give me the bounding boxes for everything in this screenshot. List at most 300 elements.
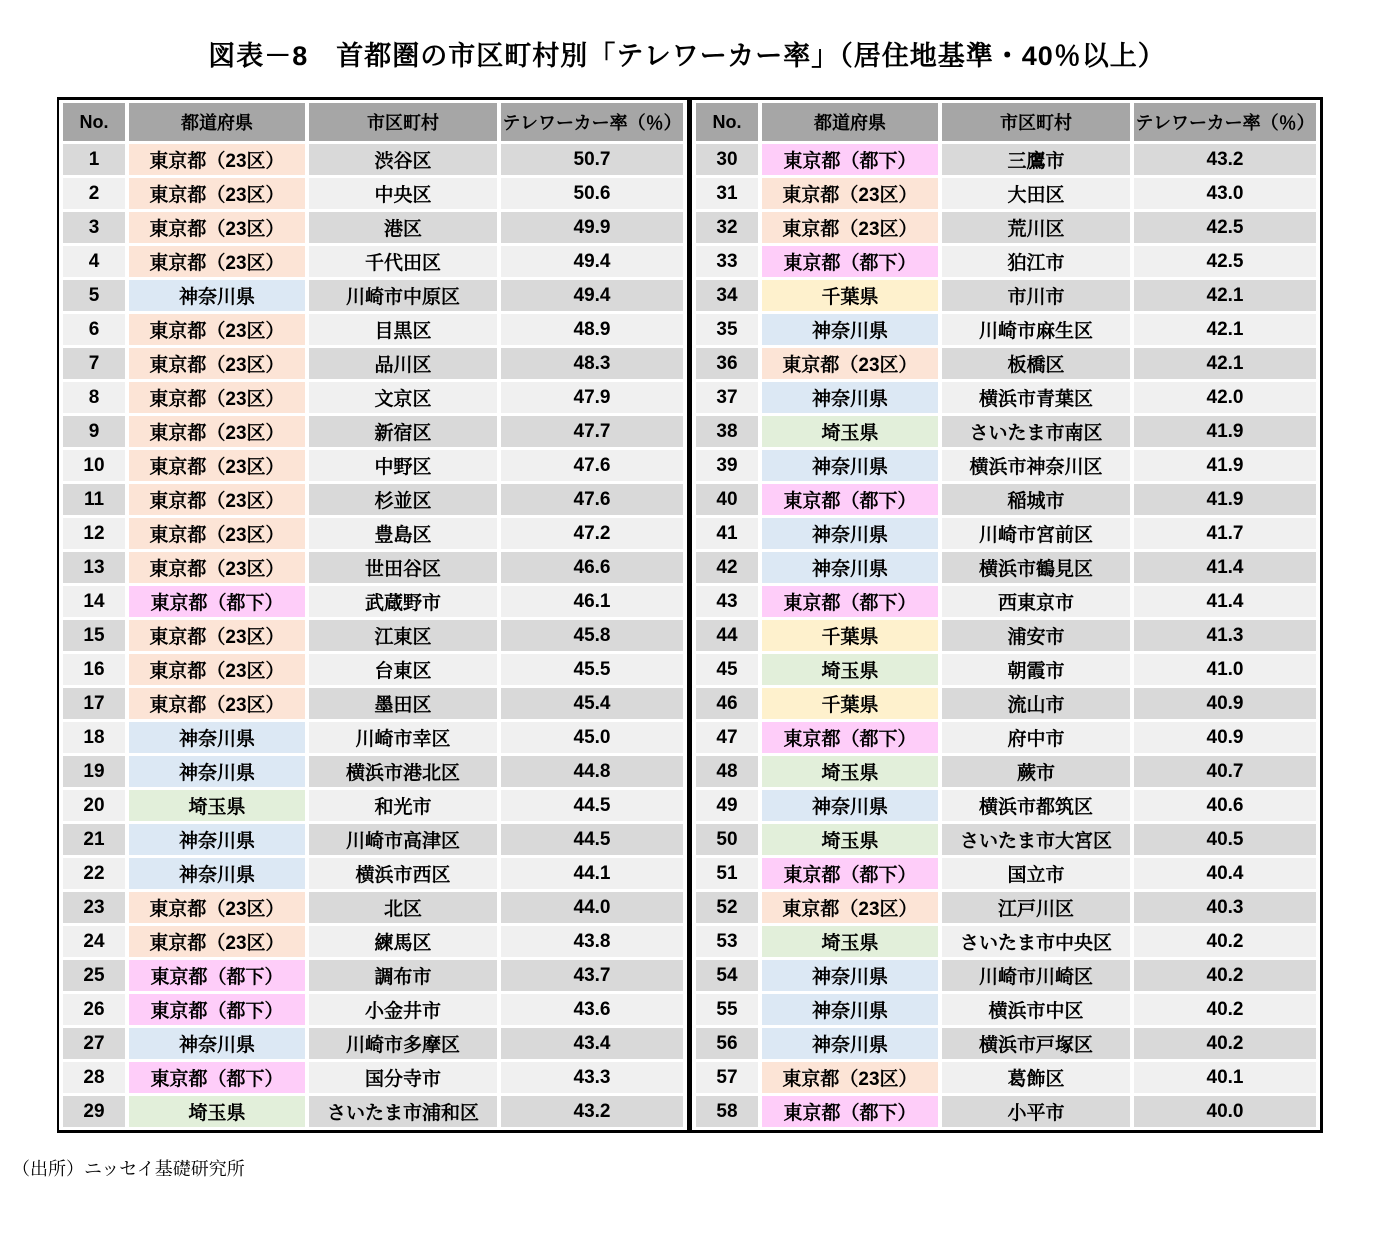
table-row	[63, 348, 683, 379]
rank-cell: 20	[63, 790, 125, 821]
table-row	[63, 756, 683, 787]
prefecture-cell: 埼玉県	[129, 1096, 305, 1127]
rank-cell: 16	[63, 654, 125, 685]
rank-cell: 23	[63, 892, 125, 923]
municipality-cell: 横浜市青葉区	[942, 382, 1130, 413]
table-row	[63, 280, 683, 311]
rank-cell: 6	[63, 314, 125, 345]
prefecture-cell: 東京都（都下）	[762, 246, 938, 277]
table-row	[63, 586, 683, 617]
rank-cell: 28	[63, 1062, 125, 1093]
rank-cell: 58	[696, 1096, 758, 1127]
rank-cell: 2	[63, 178, 125, 209]
rank-cell: 55	[696, 994, 758, 1025]
prefecture-cell: 東京都（都下）	[762, 484, 938, 515]
prefecture-cell: 神奈川県	[762, 1028, 938, 1059]
municipality-cell: 小平市	[942, 1096, 1130, 1127]
rate-cell: 50.6	[501, 178, 683, 209]
table-body	[63, 144, 683, 1127]
prefecture-cell: 東京都（23区）	[129, 484, 305, 515]
table-row	[63, 620, 683, 651]
rate-cell: 40.2	[1134, 994, 1316, 1025]
column-header-prefecture-cell: 都道府県	[129, 103, 305, 141]
table-row	[696, 892, 1316, 923]
prefecture-cell: 東京都（23区）	[129, 212, 305, 243]
rate-cell: 46.1	[501, 586, 683, 617]
prefecture-cell: 神奈川県	[129, 280, 305, 311]
prefecture-cell: 神奈川県	[762, 994, 938, 1025]
municipality-cell: 墨田区	[309, 688, 497, 719]
rank-cell: 38	[696, 416, 758, 447]
municipality-cell: 国立市	[942, 858, 1130, 889]
rate-cell: 45.4	[501, 688, 683, 719]
rank-cell: 42	[696, 552, 758, 583]
municipality-cell: 流山市	[942, 688, 1130, 719]
rank-cell: 37	[696, 382, 758, 413]
telework-rate-table-left	[59, 100, 687, 1130]
table-row	[696, 926, 1316, 957]
rate-cell: 44.0	[501, 892, 683, 923]
rate-cell: 44.8	[501, 756, 683, 787]
table-frame-right	[692, 97, 1323, 1133]
table-row	[63, 688, 683, 719]
rank-cell: 32	[696, 212, 758, 243]
municipality-cell: 川崎市中原区	[309, 280, 497, 311]
table-row	[63, 450, 683, 481]
rank-cell: 41	[696, 518, 758, 549]
prefecture-cell: 埼玉県	[762, 654, 938, 685]
municipality-cell: 狛江市	[942, 246, 1130, 277]
table-row	[63, 926, 683, 957]
table-row	[696, 450, 1316, 481]
municipality-cell: 葛飾区	[942, 1062, 1130, 1093]
municipality-cell: 西東京市	[942, 586, 1130, 617]
municipality-cell: 横浜市西区	[309, 858, 497, 889]
table-row	[696, 688, 1316, 719]
prefecture-cell: 東京都（都下）	[762, 144, 938, 175]
prefecture-cell: 東京都（都下）	[762, 586, 938, 617]
prefecture-cell: 東京都（23区）	[762, 892, 938, 923]
municipality-cell: 港区	[309, 212, 497, 243]
header-row	[63, 103, 683, 141]
rank-cell: 33	[696, 246, 758, 277]
municipality-cell: 川崎市幸区	[309, 722, 497, 753]
column-header-prefecture-cell: 都道府県	[762, 103, 938, 141]
prefecture-cell: 東京都（23区）	[762, 1062, 938, 1093]
table-row	[63, 994, 683, 1025]
prefecture-cell: 神奈川県	[762, 382, 938, 413]
municipality-cell: 世田谷区	[309, 552, 497, 583]
municipality-cell: 板橋区	[942, 348, 1130, 379]
rate-cell: 41.4	[1134, 586, 1316, 617]
prefecture-cell: 神奈川県	[762, 314, 938, 345]
rank-cell: 18	[63, 722, 125, 753]
rate-cell: 43.6	[501, 994, 683, 1025]
prefecture-cell: 神奈川県	[762, 960, 938, 991]
table-row	[63, 654, 683, 685]
municipality-cell: 川崎市高津区	[309, 824, 497, 855]
rank-cell: 9	[63, 416, 125, 447]
column-header-rank-cell: No.	[696, 103, 758, 141]
rank-cell: 8	[63, 382, 125, 413]
rate-cell: 47.9	[501, 382, 683, 413]
municipality-cell: 三鷹市	[942, 144, 1130, 175]
rate-cell: 45.0	[501, 722, 683, 753]
rank-cell: 29	[63, 1096, 125, 1127]
rate-cell: 40.4	[1134, 858, 1316, 889]
table-row	[696, 994, 1316, 1025]
prefecture-cell: 神奈川県	[762, 552, 938, 583]
table-row	[63, 314, 683, 345]
municipality-cell: 川崎市川崎区	[942, 960, 1130, 991]
prefecture-cell: 神奈川県	[129, 858, 305, 889]
table-row	[63, 824, 683, 855]
header-row	[696, 103, 1316, 141]
rank-cell: 51	[696, 858, 758, 889]
rate-cell: 45.8	[501, 620, 683, 651]
municipality-cell: 横浜市戸塚区	[942, 1028, 1130, 1059]
rank-cell: 36	[696, 348, 758, 379]
column-header-municipality-cell: 市区町村	[942, 103, 1130, 141]
prefecture-cell: 東京都（23区）	[129, 144, 305, 175]
prefecture-cell: 東京都（23区）	[762, 212, 938, 243]
rank-cell: 15	[63, 620, 125, 651]
municipality-cell: 調布市	[309, 960, 497, 991]
municipality-cell: 横浜市鶴見区	[942, 552, 1130, 583]
rate-cell: 41.9	[1134, 450, 1316, 481]
table-row	[696, 314, 1316, 345]
table-row	[696, 484, 1316, 515]
rate-cell: 49.4	[501, 280, 683, 311]
rate-cell: 43.0	[1134, 178, 1316, 209]
rank-cell: 56	[696, 1028, 758, 1059]
rate-cell: 40.3	[1134, 892, 1316, 923]
table-row	[63, 892, 683, 923]
rank-cell: 40	[696, 484, 758, 515]
rate-cell: 48.9	[501, 314, 683, 345]
table-row	[63, 1062, 683, 1093]
rate-cell: 43.8	[501, 926, 683, 957]
table-row	[63, 246, 683, 277]
municipality-cell: 荒川区	[942, 212, 1130, 243]
prefecture-cell: 神奈川県	[129, 1028, 305, 1059]
table-row	[696, 280, 1316, 311]
table-row	[696, 654, 1316, 685]
table-row	[696, 756, 1316, 787]
municipality-cell: 大田区	[942, 178, 1130, 209]
table-body	[696, 144, 1316, 1127]
municipality-cell: 江戸川区	[942, 892, 1130, 923]
municipality-cell: 中野区	[309, 450, 497, 481]
prefecture-cell: 東京都（都下）	[129, 994, 305, 1025]
rank-cell: 57	[696, 1062, 758, 1093]
rank-cell: 43	[696, 586, 758, 617]
municipality-cell: さいたま市中央区	[942, 926, 1130, 957]
prefecture-cell: 東京都（23区）	[129, 620, 305, 651]
municipality-cell: さいたま市南区	[942, 416, 1130, 447]
table-row	[63, 212, 683, 243]
table-row	[696, 518, 1316, 549]
municipality-cell: 国分寺市	[309, 1062, 497, 1093]
rate-cell: 43.4	[501, 1028, 683, 1059]
rank-cell: 7	[63, 348, 125, 379]
prefecture-cell: 東京都（23区）	[129, 892, 305, 923]
rate-cell: 41.4	[1134, 552, 1316, 583]
source-note: （出所）ニッセイ基礎研究所	[12, 1159, 245, 1179]
municipality-cell: 杉並区	[309, 484, 497, 515]
municipality-cell: 府中市	[942, 722, 1130, 753]
rank-cell: 45	[696, 654, 758, 685]
rank-cell: 53	[696, 926, 758, 957]
rank-cell: 49	[696, 790, 758, 821]
prefecture-cell: 神奈川県	[762, 518, 938, 549]
prefecture-cell: 東京都（23区）	[129, 314, 305, 345]
municipality-cell: 浦安市	[942, 620, 1130, 651]
table-row	[696, 178, 1316, 209]
rate-cell: 42.0	[1134, 382, 1316, 413]
prefecture-cell: 東京都（23区）	[129, 382, 305, 413]
rank-cell: 26	[63, 994, 125, 1025]
prefecture-cell: 埼玉県	[762, 824, 938, 855]
rate-cell: 42.5	[1134, 246, 1316, 277]
rate-cell: 43.2	[1134, 144, 1316, 175]
rate-cell: 42.1	[1134, 314, 1316, 345]
municipality-cell: 千代田区	[309, 246, 497, 277]
prefecture-cell: 東京都（23区）	[129, 348, 305, 379]
column-header-rank-cell: No.	[63, 103, 125, 141]
table-row	[696, 382, 1316, 413]
prefecture-cell: 千葉県	[762, 688, 938, 719]
rate-cell: 46.6	[501, 552, 683, 583]
table-row	[696, 552, 1316, 583]
rank-cell: 22	[63, 858, 125, 889]
prefecture-cell: 埼玉県	[762, 926, 938, 957]
municipality-cell: 市川市	[942, 280, 1130, 311]
table-row	[696, 960, 1316, 991]
rank-cell: 44	[696, 620, 758, 651]
table-row	[63, 484, 683, 515]
prefecture-cell: 東京都（23区）	[129, 654, 305, 685]
rank-cell: 27	[63, 1028, 125, 1059]
rate-cell: 44.5	[501, 824, 683, 855]
rate-cell: 44.5	[501, 790, 683, 821]
prefecture-cell: 神奈川県	[129, 756, 305, 787]
table-row	[696, 246, 1316, 277]
column-header-municipality-cell: 市区町村	[309, 103, 497, 141]
municipality-cell: 川崎市宮前区	[942, 518, 1130, 549]
table-row	[63, 416, 683, 447]
rank-cell: 13	[63, 552, 125, 583]
prefecture-cell: 東京都（都下）	[762, 858, 938, 889]
municipality-cell: 横浜市神奈川区	[942, 450, 1130, 481]
telework-rate-table-right	[692, 100, 1320, 1130]
table-row	[63, 960, 683, 991]
rank-cell: 35	[696, 314, 758, 345]
municipality-cell: 江東区	[309, 620, 497, 651]
table-row	[696, 824, 1316, 855]
rate-cell: 40.6	[1134, 790, 1316, 821]
rate-cell: 44.1	[501, 858, 683, 889]
prefecture-cell: 東京都（23区）	[129, 178, 305, 209]
municipality-cell: 文京区	[309, 382, 497, 413]
prefecture-cell: 埼玉県	[129, 790, 305, 821]
column-header-rate-cell: テレワーカー率（％）	[501, 103, 683, 141]
table-row	[696, 144, 1316, 175]
rate-cell: 43.3	[501, 1062, 683, 1093]
rate-cell: 49.4	[501, 246, 683, 277]
rate-cell: 43.7	[501, 960, 683, 991]
rank-cell: 54	[696, 960, 758, 991]
rank-cell: 3	[63, 212, 125, 243]
table-row	[63, 722, 683, 753]
table-row	[63, 382, 683, 413]
prefecture-cell: 東京都（23区）	[129, 688, 305, 719]
municipality-cell: 横浜市港北区	[309, 756, 497, 787]
table-row	[696, 1062, 1316, 1093]
rate-cell: 41.3	[1134, 620, 1316, 651]
prefecture-cell: 東京都（都下）	[762, 1096, 938, 1127]
municipality-cell: 川崎市麻生区	[942, 314, 1130, 345]
prefecture-cell: 東京都（23区）	[129, 518, 305, 549]
table-row	[696, 586, 1316, 617]
rate-cell: 42.5	[1134, 212, 1316, 243]
municipality-cell: 武蔵野市	[309, 586, 497, 617]
rank-cell: 14	[63, 586, 125, 617]
municipality-cell: 朝霞市	[942, 654, 1130, 685]
prefecture-cell: 東京都（23区）	[129, 926, 305, 957]
prefecture-cell: 千葉県	[762, 280, 938, 311]
municipality-cell: 品川区	[309, 348, 497, 379]
table-row	[63, 178, 683, 209]
table-row	[63, 552, 683, 583]
rate-cell: 47.2	[501, 518, 683, 549]
rank-cell: 1	[63, 144, 125, 175]
ranking-tables	[57, 97, 1323, 1133]
rate-cell: 41.0	[1134, 654, 1316, 685]
rank-cell: 24	[63, 926, 125, 957]
rate-cell: 49.9	[501, 212, 683, 243]
rank-cell: 47	[696, 722, 758, 753]
table-row	[696, 348, 1316, 379]
municipality-cell: 新宿区	[309, 416, 497, 447]
rate-cell: 40.2	[1134, 960, 1316, 991]
rate-cell: 45.5	[501, 654, 683, 685]
rate-cell: 47.6	[501, 484, 683, 515]
rate-cell: 40.1	[1134, 1062, 1316, 1093]
table-row	[63, 790, 683, 821]
municipality-cell: 小金井市	[309, 994, 497, 1025]
table-row	[63, 858, 683, 889]
rate-cell: 40.7	[1134, 756, 1316, 787]
table-header	[696, 103, 1316, 141]
prefecture-cell: 埼玉県	[762, 416, 938, 447]
page-title: 図表－8 首都圏の市区町村別「テレワーカー率」（居住地基準・40％以上）	[208, 41, 1166, 71]
municipality-cell: 横浜市都筑区	[942, 790, 1130, 821]
municipality-cell: 中央区	[309, 178, 497, 209]
table-row	[696, 1096, 1316, 1127]
rank-cell: 50	[696, 824, 758, 855]
rank-cell: 10	[63, 450, 125, 481]
table-row	[696, 620, 1316, 651]
municipality-cell: 稲城市	[942, 484, 1130, 515]
table-header	[63, 103, 683, 141]
table-row	[696, 858, 1316, 889]
prefecture-cell: 東京都（23区）	[762, 178, 938, 209]
rate-cell: 43.2	[501, 1096, 683, 1127]
municipality-cell: 和光市	[309, 790, 497, 821]
municipality-cell: 蕨市	[942, 756, 1130, 787]
rank-cell: 31	[696, 178, 758, 209]
rate-cell: 40.2	[1134, 926, 1316, 957]
prefecture-cell: 神奈川県	[762, 790, 938, 821]
prefecture-cell: 神奈川県	[129, 722, 305, 753]
municipality-cell: 台東区	[309, 654, 497, 685]
rank-cell: 17	[63, 688, 125, 719]
rank-cell: 11	[63, 484, 125, 515]
rate-cell: 41.9	[1134, 484, 1316, 515]
rate-cell: 42.1	[1134, 348, 1316, 379]
municipality-cell: さいたま市浦和区	[309, 1096, 497, 1127]
rate-cell: 50.7	[501, 144, 683, 175]
prefecture-cell: 神奈川県	[762, 450, 938, 481]
municipality-cell: 目黒区	[309, 314, 497, 345]
rank-cell: 4	[63, 246, 125, 277]
rate-cell: 40.0	[1134, 1096, 1316, 1127]
table-row	[63, 1096, 683, 1127]
municipality-cell: 北区	[309, 892, 497, 923]
prefecture-cell: 東京都（都下）	[129, 586, 305, 617]
table-row	[63, 518, 683, 549]
prefecture-cell: 東京都（都下）	[129, 1062, 305, 1093]
rank-cell: 30	[696, 144, 758, 175]
rate-cell: 42.1	[1134, 280, 1316, 311]
municipality-cell: 川崎市多摩区	[309, 1028, 497, 1059]
rate-cell: 40.9	[1134, 688, 1316, 719]
table-row	[63, 144, 683, 175]
table-row	[696, 212, 1316, 243]
column-header-rate-cell: テレワーカー率（％）	[1134, 103, 1316, 141]
rate-cell: 41.9	[1134, 416, 1316, 447]
rank-cell: 19	[63, 756, 125, 787]
rate-cell: 47.7	[501, 416, 683, 447]
table-row	[696, 1028, 1316, 1059]
prefecture-cell: 東京都（都下）	[129, 960, 305, 991]
rank-cell: 34	[696, 280, 758, 311]
table-frame-left	[57, 97, 692, 1133]
rank-cell: 46	[696, 688, 758, 719]
prefecture-cell: 東京都（23区）	[129, 246, 305, 277]
prefecture-cell: 東京都（都下）	[762, 722, 938, 753]
table-row	[63, 1028, 683, 1059]
rank-cell: 39	[696, 450, 758, 481]
municipality-cell: 練馬区	[309, 926, 497, 957]
rank-cell: 25	[63, 960, 125, 991]
municipality-cell: さいたま市大宮区	[942, 824, 1130, 855]
rate-cell: 41.7	[1134, 518, 1316, 549]
prefecture-cell: 東京都（23区）	[762, 348, 938, 379]
rate-cell: 48.3	[501, 348, 683, 379]
municipality-cell: 豊島区	[309, 518, 497, 549]
prefecture-cell: 東京都（23区）	[129, 450, 305, 481]
rate-cell: 40.2	[1134, 1028, 1316, 1059]
prefecture-cell: 東京都（23区）	[129, 552, 305, 583]
rank-cell: 48	[696, 756, 758, 787]
rank-cell: 12	[63, 518, 125, 549]
rank-cell: 52	[696, 892, 758, 923]
prefecture-cell: 千葉県	[762, 620, 938, 651]
table-row	[696, 416, 1316, 447]
municipality-cell: 渋谷区	[309, 144, 497, 175]
